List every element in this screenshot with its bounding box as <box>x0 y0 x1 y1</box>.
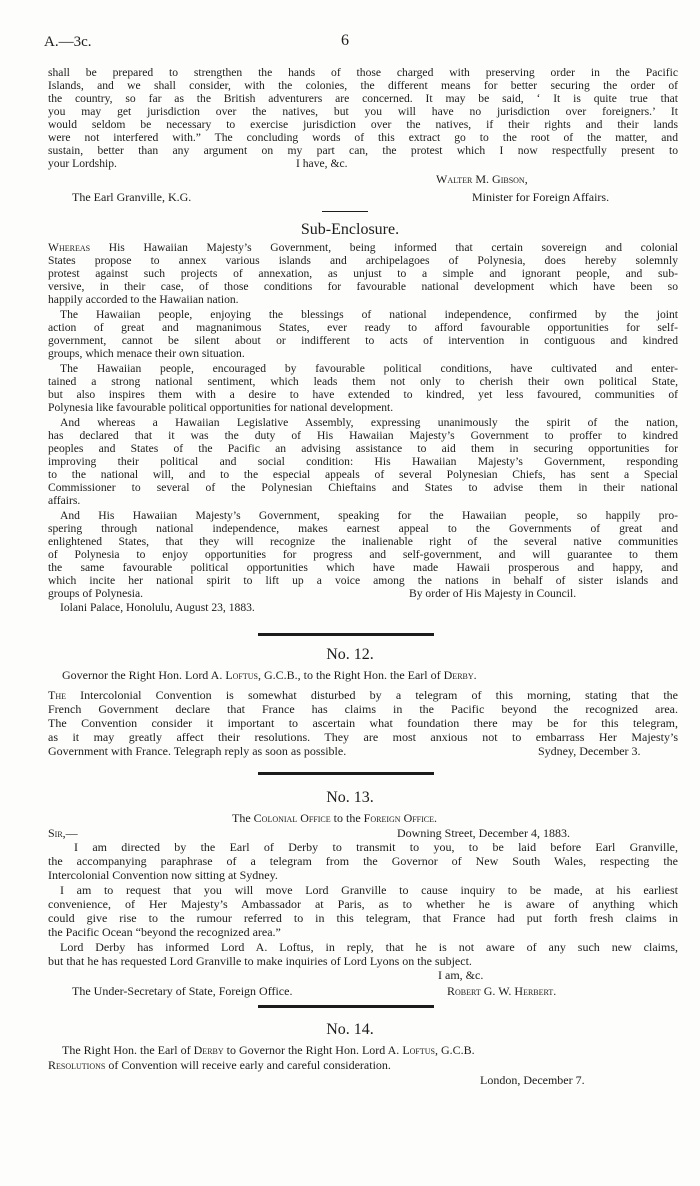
text-line: you may get jurisdiction over the natives, but you will have no jurisdiction over foreigners.’ It <box>48 105 678 118</box>
text-line: the country, so far as the British adventurers are concerned. It may be said, ‘ It is quite true that <box>48 92 678 105</box>
text-line: Government with France. Telegraph reply as soon as possible. <box>48 744 347 758</box>
closing: I am, &c. <box>438 968 484 982</box>
no-12-route: Governor the Right Hon. Lord A. Loftus, G.C.B., to the Right Hon. the Earl of Derby. <box>62 668 477 682</box>
text-line: affairs. <box>48 494 81 507</box>
text-line: I am to request that you will move Lord Granville to cause inquiry to be made, at his earliest <box>60 883 678 897</box>
signature: Walter M. Gibson, <box>436 172 528 186</box>
text-line: happily accorded to the Hawaiian nation. <box>48 293 239 306</box>
text-line: versive, in their case, of those conditions for favourable national development which have been so <box>48 280 678 293</box>
section-rule <box>258 1005 434 1008</box>
signer-title: Minister for Foreign Affairs. <box>472 190 610 204</box>
divider <box>322 211 368 212</box>
text-line: And His Hawaiian Majesty’s Government, speaking for the Hawaiian people, so happily pro- <box>60 509 678 522</box>
text-line: spering through national independence, makes earnest appeal to the Governments of great and <box>48 522 678 535</box>
text-line: but also inspires them with a desire to have extended to kindred, yet less favoured, communities of <box>48 388 678 401</box>
text-line: enlightened States, that they will recognize the inalienable right of the several native communities <box>48 535 678 548</box>
text-line: government, cannot be silent about or indifferent to acts of intervention in contiguous and kindred <box>48 334 678 347</box>
no-14-route: The Right Hon. the Earl of Derby to Governor the Right Hon. Lord A. Loftus, G.C.B. <box>62 1043 475 1057</box>
text-line: convenience, of Her Majesty’s Ambassador at Paris, as to whether he is aware of anything which <box>48 897 678 911</box>
place-date: London, December 7. <box>480 1073 585 1087</box>
text-line: The Hawaiian people, enjoying the blessings of national independence, confirmed by the joint <box>60 308 678 321</box>
text-line: Polynesia like favourable political opportunities for national development. <box>48 401 394 414</box>
text-line: which incite her national spirit to lift up a voice among the nations in behalf of sister islands and <box>48 574 678 587</box>
text-line: Whereas His Hawaiian Majesty’s Government, being informed that certain sovereign and colonial <box>48 241 678 254</box>
addressee: The Under-Secretary of State, Foreign Office. <box>72 984 293 998</box>
text-line: Intercolonial Convention now sitting at Sydney. <box>48 868 278 882</box>
text-line: The Convention consider it important to ascertain what foundation there may be for this telegram, <box>48 716 678 730</box>
text-line: I am directed by the Earl of Derby to transmit to you, to be laid before Earl Granville, <box>74 840 678 854</box>
page-number: 6 <box>341 32 349 49</box>
text-line: Commissioner to several of the Polynesian Chieftains and States to advise them in their national <box>48 481 678 494</box>
text-line: the accompanying paraphrase of a telegram from the Governor of New South Wales, respecting the <box>48 854 678 868</box>
text-line: were not interfered with.” The concluding words of this extract go to the root of the matter, and <box>48 131 678 144</box>
addressee: The Earl Granville, K.G. <box>72 190 192 204</box>
no-12-heading: No. 12. <box>326 646 374 663</box>
no-14-body: Resolutions of Convention will receive early and careful consideration. <box>48 1058 391 1072</box>
text-line: your Lordship. <box>48 157 117 170</box>
text-line: as it may greatly affect their resolutions. They are most anxious not to embarrass Her Majesty’s <box>48 730 678 744</box>
no-13-heading: No. 13. <box>326 789 374 806</box>
text-line: could give rise to the rumour referred to in this telegram, that France had put forth fresh claims in <box>48 911 678 925</box>
first-word: Whereas <box>48 241 91 254</box>
text-line: The Hawaiian people, encouraged by favourable political conditions, have cultivated and enter- <box>60 362 678 375</box>
page-reference: A.—3c. <box>44 34 92 50</box>
text-line: French Government declare that France has claims in the Pacific beyond the recognized area. <box>48 702 678 716</box>
text-line: groups, which menace their own situation. <box>48 347 245 360</box>
text-line: improving their political and social condition: His Hawaiian Majesty’s Government, responding <box>48 455 678 468</box>
closing: I have, &c. <box>296 157 348 170</box>
by-order: By order of His Majesty in Council. <box>409 587 577 600</box>
text-line: the Pacific Ocean “beyond the recognized area.” <box>48 925 281 939</box>
text-line: States propose to annex various islands and archipelagoes of Polynesia, does hereby solemnly <box>48 254 678 267</box>
text-line: to the national will, and to the especial appeals of several Polynesian Chiefs, has sent a Special <box>48 468 678 481</box>
text-line: sustain, better than any argument on my part can, the protest which I now respectfully present to <box>48 144 678 157</box>
text-line: The Intercolonial Convention is somewhat disturbed by a telegram of this morning, stating that the <box>48 688 678 702</box>
text-line: of Polynesia to enjoy opportunities for progress and self-government, and will guarantee to them <box>48 548 678 561</box>
text-line: the same favourable political opportunities which have made Hawaii prosperous and happy, and <box>48 561 678 574</box>
text-line: peoples and States of the Pacific an advising assistance to aid them in securing opportunities for <box>48 442 678 455</box>
place-date: Sydney, December 3. <box>538 744 641 758</box>
text-line: would seldom be necessary to exercise jurisdiction over the natives, if their rights and their lands <box>48 118 678 131</box>
text-line: protest against such projects of annexation, as unjust to a simple and ignorant people, and sub- <box>48 267 678 280</box>
signature: Robert G. W. Herbert. <box>447 984 557 998</box>
no-13-route: The Colonial Office to the Foreign Office. <box>232 811 438 825</box>
text-line: And whereas a Hawaiian Legislative Assembly, expressing unanimously the spirit of the nation, <box>60 416 678 429</box>
text-line: Lord Derby has informed Lord A. Loftus, in reply, that he is not aware of any such new claims, <box>60 940 678 954</box>
no-14-heading: No. 14. <box>326 1021 374 1038</box>
text-line: tained a strong national sentiment, which leads them not only to cherish their own political State, <box>48 375 678 388</box>
first-word: Resolutions <box>48 1058 106 1072</box>
text-line: shall be prepared to strengthen the hands of those charged with preserving order in the Pacific <box>48 66 678 79</box>
text-line: action of great and magnanimous States, ever ready to afford favourable opportunities for self- <box>48 321 678 334</box>
sub-enclosure-heading: Sub-Enclosure. <box>300 221 400 238</box>
text-line: has declared that it was the duty of His Hawaiian Majesty’s Government to proffer to kindred <box>48 429 678 442</box>
section-rule <box>258 633 434 636</box>
text-line: Islands, and we shall consider, with the colonies, the different means for better securing the order of <box>48 79 678 92</box>
text-line: but that he has requested Lord Granville to make inquiries of Lord Lyons on the subject. <box>48 954 472 968</box>
section-rule <box>258 772 434 775</box>
text-line: groups of Polynesia. <box>48 587 143 600</box>
salutation: Sir,— <box>48 826 78 840</box>
place-date: Downing Street, December 4, 1883. <box>397 826 570 840</box>
place-date: Iolani Palace, Honolulu, August 23, 1883. <box>60 601 255 614</box>
first-word: The <box>48 688 66 702</box>
